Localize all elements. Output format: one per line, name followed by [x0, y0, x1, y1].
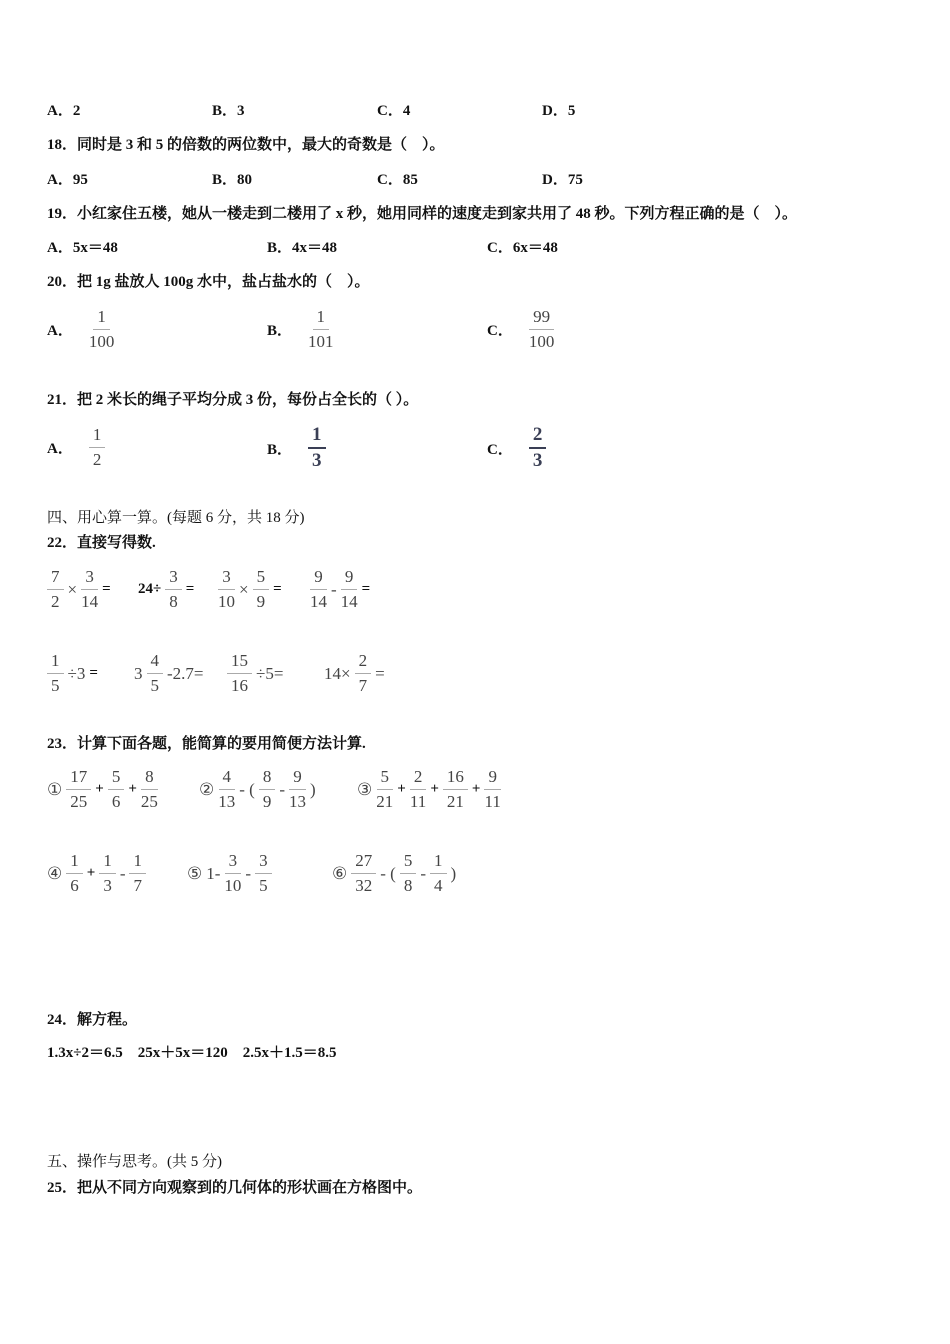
numerator: 1 [313, 305, 330, 330]
denominator: 100 [88, 332, 115, 351]
option-b[interactable] [267, 423, 328, 473]
fraction [99, 849, 116, 898]
denominator: 10 [218, 592, 235, 611]
numerator: 1 [430, 849, 447, 874]
numerator: 1 [129, 849, 146, 874]
fraction [47, 565, 64, 614]
denominator: 100 [528, 332, 555, 351]
fraction [224, 849, 241, 898]
fraction [308, 423, 326, 473]
fraction [66, 849, 83, 898]
denominator: 25 [70, 792, 88, 811]
denominator: 2 [92, 450, 102, 469]
expression [45, 565, 113, 614]
option-label: A． [47, 441, 73, 457]
q17-option-b[interactable]: B．3 [212, 103, 245, 119]
operator: - [119, 863, 126, 883]
denominator: 21 [376, 792, 394, 811]
operator: = [89, 665, 98, 681]
denominator: 5 [150, 676, 159, 695]
section-5-title: 五、操作与思考。(共 5 分) [47, 1154, 222, 1170]
fraction [227, 649, 252, 698]
denominator: 32 [355, 876, 373, 895]
q24-equations: 1.3x÷2＝6.5 25x＋5x＝120 2.5x＋1.5＝8.5 [47, 1045, 337, 1061]
numerator: 3 [225, 849, 242, 874]
option-b[interactable] [267, 305, 336, 354]
numerator: 1 [47, 649, 64, 674]
operator: + [128, 781, 137, 797]
denominator: 13 [289, 792, 306, 811]
denominator: 5 [259, 876, 268, 895]
q22-text: 22．直接写得数. [47, 535, 156, 551]
denominator: 6 [111, 792, 121, 811]
expression [136, 565, 196, 614]
fraction [410, 765, 427, 814]
numerator: 9 [310, 565, 327, 590]
denominator: 8 [403, 876, 413, 895]
expression [45, 649, 100, 698]
numerator: 1 [308, 423, 326, 449]
expression [197, 765, 318, 814]
numerator: 1 [93, 305, 110, 330]
denominator: 7 [358, 676, 368, 695]
denominator: 8 [169, 592, 178, 611]
q18-option-c[interactable]: C．85 [377, 172, 418, 188]
section-4-title: 四、用心算一算。(每题 6 分，共 18 分) [47, 510, 305, 526]
numerator: 8 [141, 765, 158, 790]
numerator: 5 [253, 565, 270, 590]
operator: × [239, 579, 249, 599]
operator: 14× [324, 663, 351, 683]
q20-text: 20．把 1g 盐放人 100g 水中，盐占盐水的（ ）。 [47, 274, 370, 290]
numerator: 1 [99, 849, 116, 874]
option-label: C． [487, 323, 513, 339]
fraction [255, 849, 272, 898]
q19-option-b[interactable]: B．4x＝48 [267, 240, 338, 256]
numerator: 2 [410, 765, 427, 790]
q18-text: 18．同时是 3 和 5 的倍数的两位数中，最大的奇数是（ ）。 [47, 137, 445, 153]
numerator: 7 [47, 565, 64, 590]
numerator: 3 [81, 565, 98, 590]
fraction [484, 765, 501, 814]
expression [45, 849, 148, 898]
operator: ) [310, 779, 316, 799]
numerator: 3 [218, 565, 235, 590]
operator: ⑤ [187, 863, 203, 883]
operator: - [279, 779, 285, 799]
operator: - ( [380, 863, 396, 883]
denominator: 9 [262, 792, 272, 811]
q19-option-c[interactable]: C．6x＝48 [487, 240, 558, 256]
numerator: 16 [443, 765, 468, 790]
denominator: 3 [312, 450, 322, 471]
operator: - [245, 863, 252, 883]
fraction [430, 849, 447, 898]
numerator: 17 [66, 765, 91, 790]
operator: - ( [239, 779, 255, 799]
operator: + [471, 781, 481, 797]
denominator: 7 [133, 876, 142, 895]
q24-text: 24．解方程。 [47, 1012, 138, 1028]
q17-option-c[interactable]: C．4 [377, 103, 411, 119]
fraction [165, 565, 182, 614]
fraction [400, 849, 417, 898]
fraction [47, 649, 64, 698]
operator: ÷5= [256, 663, 284, 683]
numerator: 5 [400, 849, 417, 874]
expression [355, 765, 503, 814]
operator: + [430, 781, 439, 797]
fraction [341, 565, 358, 614]
numerator: 99 [529, 305, 554, 330]
q17-option-d[interactable]: D．5 [542, 103, 576, 119]
fraction [141, 765, 158, 814]
option-label: A． [47, 323, 73, 339]
operator: = [361, 581, 371, 597]
option-c[interactable] [487, 423, 548, 473]
numerator: 4 [147, 649, 164, 674]
fraction [308, 305, 334, 354]
operator: ④ [47, 863, 63, 883]
expression [185, 849, 274, 898]
operator: 24÷ [138, 581, 162, 597]
fraction [259, 765, 276, 814]
option-c[interactable] [487, 305, 556, 354]
denominator: 2 [51, 592, 60, 611]
fraction [218, 565, 235, 614]
expression [330, 849, 458, 898]
numerator: 3 [165, 565, 182, 590]
option-a[interactable] [47, 423, 107, 472]
operator: ③ [357, 779, 373, 799]
denominator: 25 [140, 792, 158, 811]
operator: ⑥ [332, 863, 348, 883]
fraction [89, 423, 106, 472]
denominator: 16 [231, 676, 248, 695]
operator: 1- [206, 863, 221, 883]
fraction [129, 849, 146, 898]
q23-text: 23．计算下面各题，能简算的要用简便方法计算. [47, 736, 366, 752]
denominator: 4 [434, 876, 443, 895]
numerator: 5 [108, 765, 125, 790]
numerator: 1 [66, 849, 83, 874]
operator: 3 [134, 663, 143, 683]
fraction [253, 565, 270, 614]
fraction [351, 849, 376, 898]
denominator: 6 [70, 876, 79, 895]
fraction [81, 565, 98, 614]
operator: × [67, 579, 78, 599]
q18-option-d[interactable]: D．75 [542, 172, 583, 188]
operator: ÷3 [67, 663, 86, 683]
fraction [66, 765, 91, 814]
numerator: 2 [355, 649, 372, 674]
operator: ① [47, 779, 63, 799]
denominator: 9 [256, 592, 266, 611]
fraction [108, 765, 125, 814]
numerator: 8 [259, 765, 276, 790]
operator: + [95, 781, 104, 797]
numerator: 27 [351, 849, 376, 874]
fraction [529, 305, 555, 354]
denominator: 21 [446, 792, 464, 811]
option-label: C． [487, 441, 513, 458]
numerator: 1 [89, 423, 106, 448]
denominator: 11 [409, 792, 427, 811]
operator: ② [199, 779, 215, 799]
numerator: 9 [341, 565, 358, 590]
fraction [218, 765, 235, 814]
denominator: 11 [484, 792, 501, 811]
fraction [529, 423, 547, 473]
q19-text: 19．小红家住五楼，她从一楼走到二楼用了 x 秒，她用同样的速度走到家共用了 48 秒。下列方程正确的是（ ）。 [47, 206, 798, 222]
denominator: 3 [532, 450, 543, 471]
fraction [355, 649, 372, 698]
numerator: 9 [289, 765, 306, 790]
expression [225, 649, 285, 698]
option-label: B． [267, 323, 293, 339]
operator: - [331, 579, 337, 599]
denominator: 14 [340, 592, 358, 611]
operator: = [102, 581, 111, 597]
operator: ) [450, 863, 457, 883]
denominator: 10 [224, 876, 242, 895]
q19-option-a[interactable]: A．5x＝48 [47, 240, 118, 256]
denominator: 5 [51, 676, 60, 695]
q18-option-a[interactable]: A．95 [47, 172, 88, 188]
expression [45, 765, 160, 814]
q25-text: 25．把从不同方向观察到的几何体的形状画在方格图中。 [47, 1180, 423, 1196]
expression [322, 649, 387, 698]
operator: = [375, 663, 385, 683]
numerator: 3 [255, 849, 272, 874]
operator: = [185, 581, 195, 597]
denominator: 14 [81, 592, 99, 611]
expression [308, 565, 372, 614]
numerator: 5 [377, 765, 394, 790]
operator: + [86, 865, 96, 881]
expression [132, 649, 206, 698]
numerator: 9 [484, 765, 501, 790]
q18-option-b[interactable]: B．80 [212, 172, 253, 188]
operator: -2.7= [167, 663, 204, 683]
expression [216, 565, 284, 614]
fraction [376, 765, 393, 814]
fraction [89, 305, 115, 354]
fraction [147, 649, 164, 698]
operator: - [420, 863, 426, 883]
numerator: 4 [219, 765, 236, 790]
denominator: 3 [103, 876, 112, 895]
q21-text: 21．把 2 米长的绳子平均分成 3 份，每份占全长的（ ）。 [47, 392, 419, 408]
q17-option-a[interactable]: A．2 [47, 103, 81, 119]
operator: + [397, 781, 406, 797]
operator: = [273, 581, 282, 597]
fraction [310, 565, 327, 614]
denominator: 101 [308, 332, 334, 351]
numerator: 2 [529, 423, 547, 449]
numerator: 15 [227, 649, 252, 674]
fraction [443, 765, 468, 814]
denominator: 13 [218, 792, 236, 811]
fraction [289, 765, 306, 814]
option-a[interactable] [47, 305, 116, 354]
option-label: B． [267, 441, 293, 458]
denominator: 14 [310, 592, 327, 611]
